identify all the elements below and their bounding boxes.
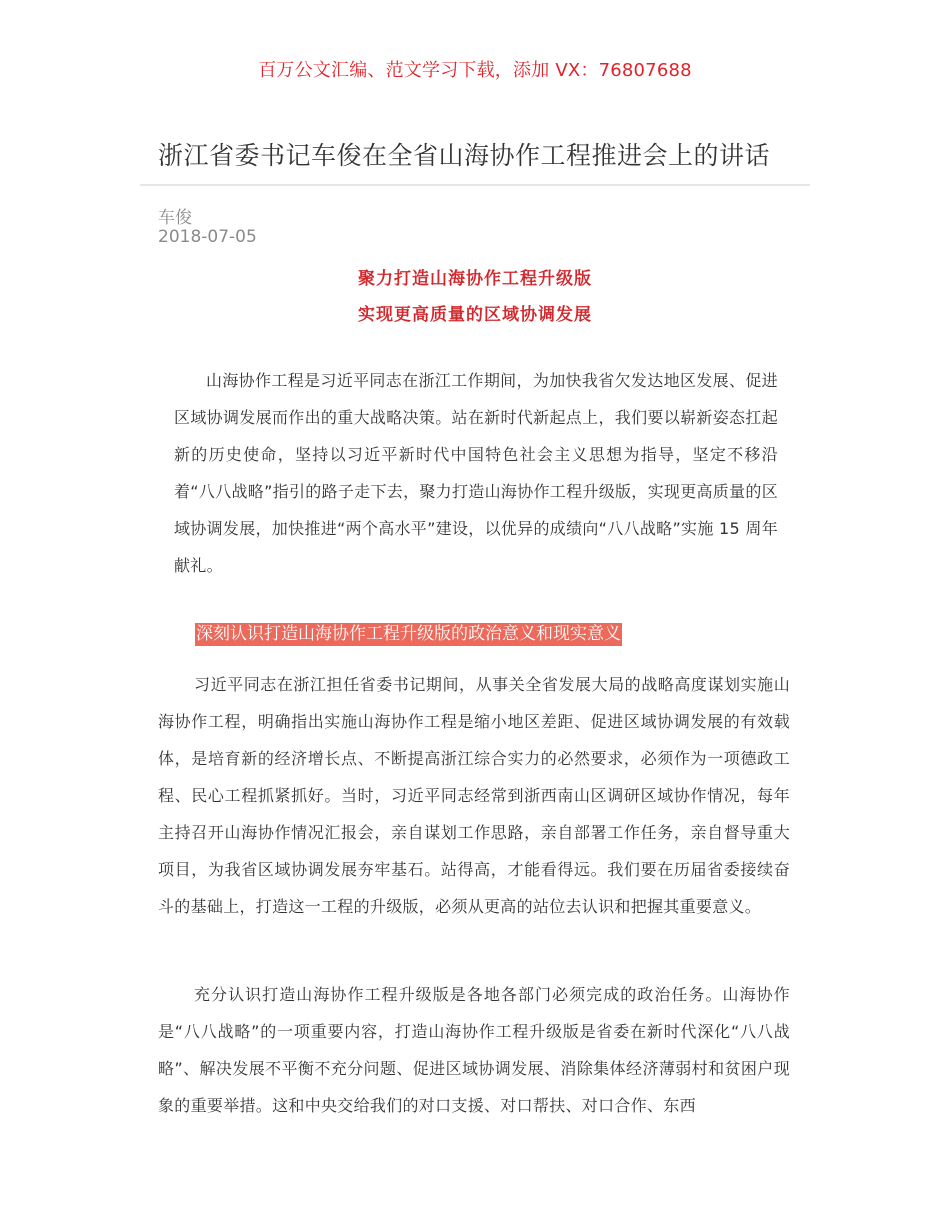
- subtitle-line-1: 聚力打造山海协作工程升级版: [358, 269, 592, 289]
- article-author: 车俊: [158, 208, 192, 228]
- section-heading: 深刻认识打造山海协作工程升级版的政治意义和现实意义: [196, 624, 621, 644]
- subtitle-line-2: 实现更高质量的区域协调发展: [358, 305, 592, 325]
- article-title: 浙江省委书记车俊在全省山海协作工程推进会上的讲话: [158, 141, 771, 170]
- title-divider: [140, 184, 810, 186]
- body-paragraph-1: 习近平同志在浙江担任省委书记期间，从事关全省发展大局的战略高度谋划实施山海协作工程，明确指出实施山海协作工程是缩小地区差距、促进区域协调发展的有效载体，是培育新的经济增长点、不断提高浙江综合实力的必然要求，必须作为一项德政工程、民心工程抓紧抓好。当时，习近平同志经常到浙西南山区调研区域协作情况，每年主持召开山海协作情况汇报会，亲自谋划工作思路，亲自部署工作任务，亲自督导重大项目，为我省区域协调发展夯牢基石。站得高，才能看得远。我们要在历届省委接续奋斗的基础上，打造这一工程的升级版，必须从更高的站位去认识和把握其重要意义。: [158, 675, 790, 916]
- body-paragraph-2: 充分认识打造山海协作工程升级版是各地各部门必须完成的政治任务。山海协作是“八八战略”的一项重要内容，打造山海协作工程升级版是省委在新时代深化“八八战略”、解决发展不平衡不充分问题、促进区域协调发展、消除集体经济薄弱村和贫困户现象的重要举措。这和中央交给我们的对口支援、对口帮扶、对口合作、东西: [158, 985, 790, 1115]
- intro-paragraph: 山海协作工程是习近平同志在浙江工作期间，为加快我省欠发达地区发展、促进区域协调发展而作出的重大战略决策。站在新时代新起点上，我们要以崭新姿态扛起新的历史使命，坚持以习近平新时代中国特色社会主义思想为指导，坚定不移沿着“八八战略”指引的路子走下去，聚力打造山海协作工程升级版，实现更高质量的区域协调发展，加快推进“两个高水平”建设，以优异的成绩向“八八战略”实施 15 周年献礼。: [174, 371, 778, 575]
- promo-banner: 百万公文汇编、范文学习下载，添加 VX：76807688: [258, 60, 692, 81]
- article-date: 2018-07-05: [158, 227, 257, 247]
